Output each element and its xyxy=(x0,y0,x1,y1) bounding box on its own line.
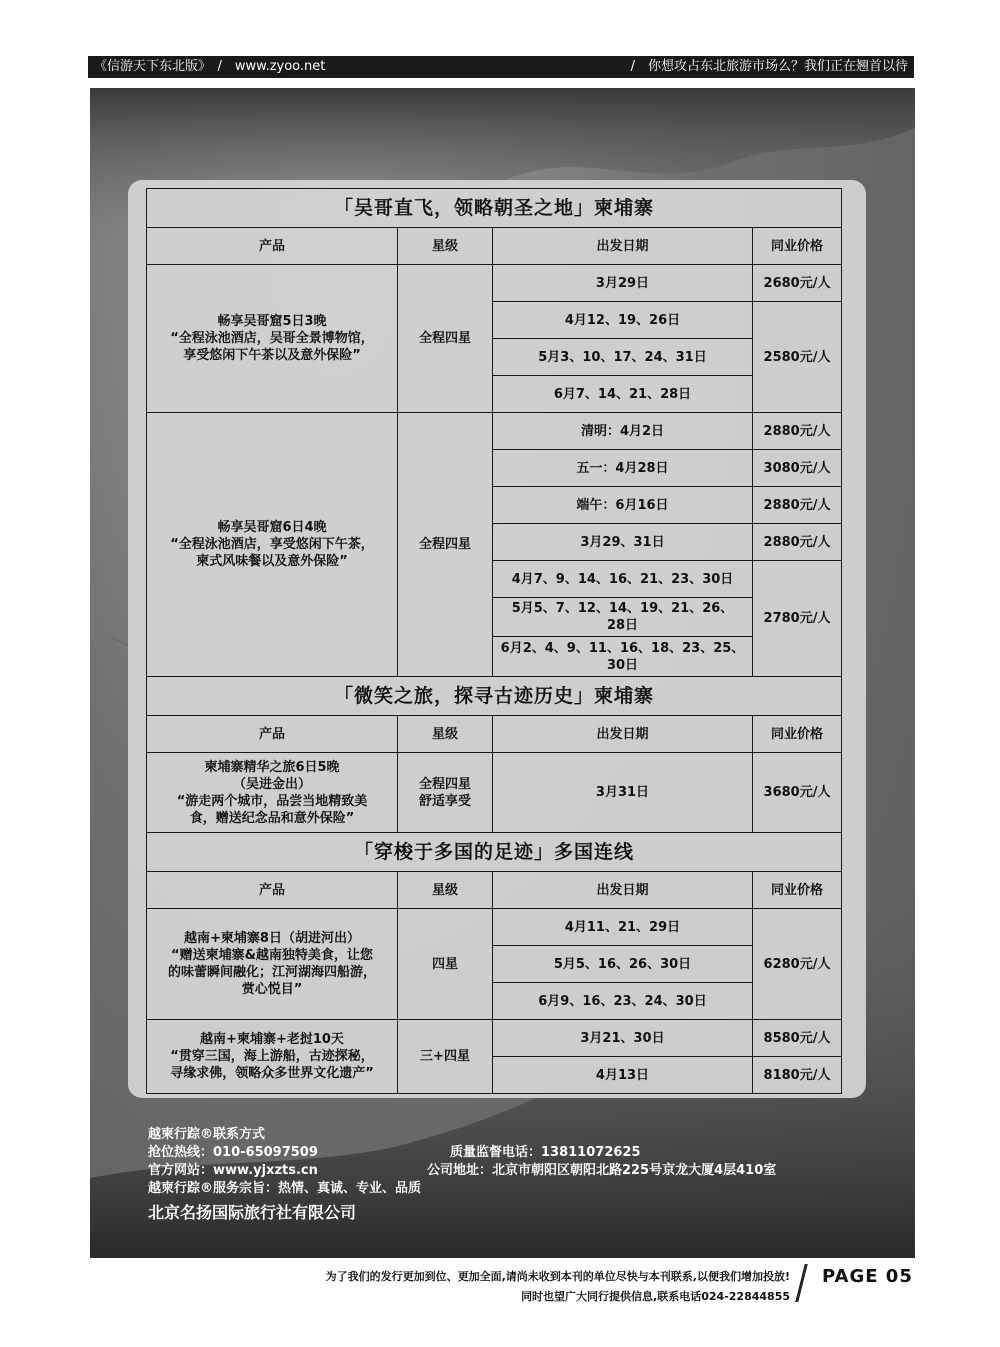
date-line: 6月2、4、9、11、16、18、23、25、 xyxy=(500,640,745,656)
date-cell: 3月31日 xyxy=(493,753,753,833)
product-cell xyxy=(147,265,398,413)
date-cell: 3月29日 xyxy=(493,265,753,302)
header-row xyxy=(147,716,842,753)
date-cell: 4月12、19、26日 xyxy=(493,302,753,339)
product-desc: “全程泳池酒店，享受悠闲下午茶， xyxy=(170,537,374,552)
product-cell xyxy=(147,413,398,677)
star-line: 全程四星 xyxy=(418,776,471,792)
header-right: / 你想攻占东北旅游市场么？我们正在翘首以待 xyxy=(630,59,908,74)
col-dates: 出发日期 xyxy=(493,872,753,909)
product-desc: 食，赠送纪念品和意外保险” xyxy=(189,810,355,826)
product-desc: 享受悠闲下午茶以及意外保险” xyxy=(183,348,361,363)
price-cell: 2880元/人 xyxy=(753,413,842,450)
product-desc: “全程泳池酒店，吴哥全景博物馆， xyxy=(170,331,374,346)
footer-note: 同时也望广大同行提供信息,联系电话024-22844855 xyxy=(521,1290,790,1303)
star-cell: 全程四星 xyxy=(398,265,493,413)
section-title: 「吴哥直飞，领略朝圣之地」柬埔寨 xyxy=(147,189,842,228)
product-name: 畅享吴哥窟5日3晚 xyxy=(217,314,327,329)
col-product: 产品 xyxy=(147,228,398,265)
product-name: 畅享吴哥窟6日4晚 xyxy=(217,520,327,535)
price-cell: 2880元/人 xyxy=(753,487,842,524)
section-title: 「穿梭于多国的足迹」多国连线 xyxy=(147,833,842,872)
date-cell: 五一：4月28日 xyxy=(493,450,753,487)
price-cell: 2880元/人 xyxy=(753,524,842,561)
price-cell: 8180元/人 xyxy=(753,1057,842,1094)
product-cell xyxy=(147,909,398,1020)
table-row xyxy=(147,413,842,450)
quality-hotline: 质量监督电话：13811072625 xyxy=(450,1145,641,1160)
col-product: 产品 xyxy=(147,716,398,753)
col-star: 星级 xyxy=(398,716,493,753)
contact-block xyxy=(148,1126,776,1222)
table-row xyxy=(147,753,842,833)
date-cell: 端午：6月16日 xyxy=(493,487,753,524)
contact-mission: 越柬行踪®服务宗旨：热情、真诚、专业、品质 xyxy=(148,1181,422,1196)
section-title: 「微笑之旅，探寻古迹历史」柬埔寨 xyxy=(147,677,842,716)
date-line: 30日 xyxy=(606,657,639,673)
date-cell: 3月21、30日 xyxy=(493,1020,753,1057)
date-cell: 5月3、10、17、24、31日 xyxy=(493,339,753,376)
col-dates: 出发日期 xyxy=(493,716,753,753)
product-desc: 赏心悦目” xyxy=(241,982,303,997)
product-cell xyxy=(147,1020,398,1094)
product-sub: （吴进金出） xyxy=(232,776,311,792)
star-cell: 四星 xyxy=(398,909,493,1020)
table-row xyxy=(147,265,842,302)
product-desc: 柬式风味餐以及意外保险” xyxy=(196,554,348,569)
address-text: 公司地址：北京市朝阳区朝阳北路225号京龙大厦4层410室 xyxy=(426,1163,777,1178)
section-row xyxy=(147,189,842,228)
col-price: 同业价格 xyxy=(753,716,842,753)
date-cell: 4月13日 xyxy=(493,1057,753,1094)
col-star: 星级 xyxy=(398,228,493,265)
date-cell: 6月7、14、21、28日 xyxy=(493,376,753,413)
section-row xyxy=(147,833,842,872)
product-name: 柬埔寨精华之旅6日5晚 xyxy=(204,759,340,775)
header-bar xyxy=(88,56,914,78)
company-name: 北京名扬国际旅行社有限公司 xyxy=(148,1203,357,1222)
header-row xyxy=(147,872,842,909)
date-cell: 5月5、16、26、30日 xyxy=(493,946,753,983)
product-name: 越南+柬埔寨+老挝10天 xyxy=(200,1032,344,1047)
price-table xyxy=(146,188,842,1094)
col-price: 同业价格 xyxy=(753,228,842,265)
contact-title: 越柬行踪®联系方式 xyxy=(148,1127,266,1142)
date-line: 5月5、7、12、14、19、21、26、 xyxy=(511,601,734,616)
col-dates: 出发日期 xyxy=(493,228,753,265)
col-product: 产品 xyxy=(147,872,398,909)
product-desc: 的味蕾瞬间融化；江河湖海四船游， xyxy=(167,965,376,980)
date-cell: 4月7、9、14、16、21、23、30日 xyxy=(493,561,753,598)
page-number: PAGE 05 xyxy=(822,1266,913,1287)
price-cell: 2680元/人 xyxy=(753,265,842,302)
contact-website xyxy=(148,1162,776,1180)
star-cell: 三+四星 xyxy=(398,1020,493,1094)
page-divider xyxy=(795,1264,807,1302)
star-line: 舒适享受 xyxy=(418,793,471,809)
product-desc: “贯穿三国，海上游船，古迹探秘， xyxy=(170,1049,374,1064)
date-line: 28日 xyxy=(606,618,639,633)
product-desc: 寻缘求佛，领略众多世界文化遗产” xyxy=(170,1066,374,1081)
price-cell: 3080元/人 xyxy=(753,450,842,487)
product-name: 越南+柬埔寨8日（胡进河出） xyxy=(184,931,360,946)
price-cell: 3680元/人 xyxy=(753,753,842,833)
date-cell: 3月29、31日 xyxy=(493,524,753,561)
header-row xyxy=(147,228,842,265)
date-cell xyxy=(493,637,753,677)
section-row xyxy=(147,677,842,716)
product-cell xyxy=(147,753,398,833)
price-cell: 6280元/人 xyxy=(753,909,842,1020)
date-cell: 6月9、16、23、24、30日 xyxy=(493,983,753,1020)
star-cell: 全程四星 xyxy=(398,413,493,677)
col-price: 同业价格 xyxy=(753,872,842,909)
date-cell: 清明：4月2日 xyxy=(493,413,753,450)
website-text: 官方网站：www.yjxzts.cn xyxy=(148,1163,318,1178)
price-cell: 2580元/人 xyxy=(753,302,842,413)
date-cell xyxy=(493,598,753,637)
product-desc: “游走两个城市，品尝当地精致美 xyxy=(176,793,368,809)
table-row xyxy=(147,909,842,946)
date-cell: 4月11、21、29日 xyxy=(493,909,753,946)
table-row xyxy=(147,1020,842,1057)
price-cell: 2780元/人 xyxy=(753,561,842,677)
price-cell: 8580元/人 xyxy=(753,1020,842,1057)
col-star: 星级 xyxy=(398,872,493,909)
product-desc: “赠送柬埔寨&越南独特美食，让您 xyxy=(171,948,373,963)
header-left: 《信游天下东北版》 / www.zyoo.net xyxy=(94,59,326,74)
footer-note: 为了我们的发行更加到位、更加全面,请尚未收到本刊的单位尽快与本刊联系,以便我们增加投放! xyxy=(325,1270,790,1283)
contact-hotline: 抢位热线：010-65097509 xyxy=(148,1145,318,1160)
star-cell xyxy=(398,753,493,833)
